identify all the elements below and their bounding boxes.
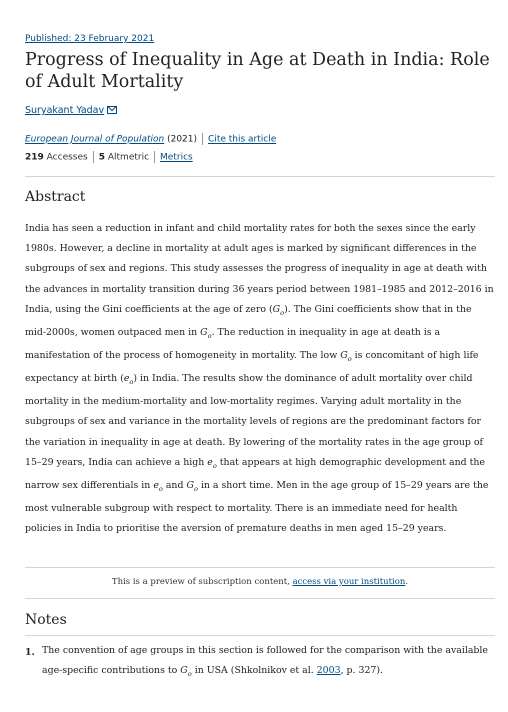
note-text [42,641,495,684]
subscription-notice [25,567,495,599]
notes-heading: Notes [25,612,67,628]
accesses-count: 219 [25,152,44,163]
accesses-label: Accesses [46,152,88,163]
author-link[interactable]: Suryakant Yadav [25,105,105,116]
altmetric-label: Altmetric [107,152,150,163]
metrics-link[interactable]: Metrics [160,152,193,163]
institution-access-link[interactable]: access via your institution [292,577,406,587]
note-item [25,641,495,684]
email-icon[interactable] [107,106,117,114]
altmetric-count: 5 [98,152,105,163]
abstract-heading: Abstract [25,189,86,205]
note-text-before: The convention of age groups in this section is followed for the comparison with the available age-specific contributions to $G_o$ in USA (Shkolnikov et al. [42,645,488,678]
notes-list [25,641,495,684]
metrics-bar [25,151,193,163]
divider [202,133,203,145]
note-number: 1. [25,647,35,658]
section-divider [25,635,495,636]
article-title: Progress of Inequality in Age at Death in India: Role of Adult Mortality [25,50,490,92]
cite-article-link[interactable]: Cite this article [208,134,277,145]
published-date-link[interactable]: Published: 23 February 2021 [25,34,155,44]
section-divider [25,176,495,177]
preview-text: This is a preview of subscription content, [111,577,290,587]
journal-info [25,133,276,145]
reference-link[interactable]: 2003 [316,665,341,676]
divider [93,151,94,163]
preview-end: . [405,577,409,587]
author-list [25,105,117,116]
publication-year: (2021) [167,134,198,145]
divider [154,151,155,163]
abstract-text: India has seen a reduction in infant and child mortality rates for both the sexes since the early 1980s. However, a decline in mortality at adult ages is marked by significant differences in the subgroups of sex and regions. This study assesses the progress of inequality in age at death with the advances in mortality transition during 36 years period between 1981–1985 and 2012–2016 in India, using the Gini coefficients at the age of zero $(G_o)$. The Gini coefficients show that in the mid-2000s, women outpaced men in $G_o$. The reduction in inequality in age at death is a manifestation of the process of homogeneity in mortality. The low $G_o$ is concomitant of high life expectancy at birth $(e_o)$ in India. The results show the dominance of adult mortality over child mortality in the medium-mortality and low-mortality regimes. Varying adult mortality in the subgroups of sex and variance in the mortality levels of regions are the predominant factors for the variation in inequality in age at death. By lowering of the mortality rates in the age group of 15–29 years, India can achieve a high $e_o$ that appears at high demographic development and the narrow sex differentials in $e_o$ and $G_o$ in a short time. Men in the age group of 15–29 years are the most vulnerable subgroup with respect to mortality. There is an immediate need for health policies in India to prioritise the aversion of premature deaths in men aged 15–29 years. [25,223,494,535]
note-text-after: , p. 327). [340,665,384,676]
journal-link[interactable]: European Journal of Population [25,134,165,145]
